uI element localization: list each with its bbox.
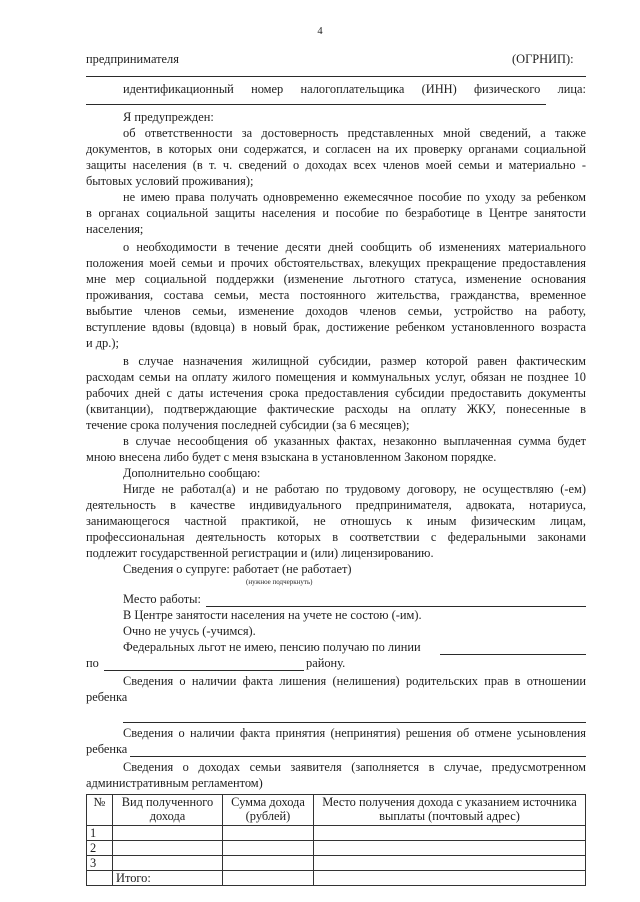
additional-heading: Дополнительно сообщаю: <box>123 466 261 480</box>
ogrnip-label: (ОГРНИП): <box>512 52 574 66</box>
row-number: 3 <box>87 856 113 871</box>
table-row <box>87 826 586 841</box>
entrepreneur-label: предпринимателя <box>86 52 179 66</box>
benefits-text: Федеральных льгот не имею, пенсию получаю по линии <box>123 640 421 654</box>
pension-line <box>440 654 586 655</box>
text-line: в органах социальной защиты населения и пособие по безработице в Центре занятости <box>86 206 586 220</box>
text-line: об ответственности за достоверность представленных мной сведений, а также <box>123 126 586 140</box>
text-line: профессиональная деятельность которых в соответствии с федеральными законами <box>86 530 586 544</box>
inn-label: идентификационный номер налогоплательщика (ИНН) физического лица: <box>123 82 586 96</box>
text-line: течение срока получения последней субсидии (за 6 месяцев); <box>86 418 410 432</box>
study-text: Очно не учусь (-учимся). <box>123 624 256 638</box>
text-line: в случае назначения жилищной субсидии, размер которой равен фактическим <box>123 354 586 368</box>
income-sum-cell[interactable] <box>223 841 314 856</box>
col-number-header: № <box>87 795 113 826</box>
inn-fill-line <box>86 104 546 105</box>
income-heading-cont: административным регламентом) <box>86 776 263 790</box>
total-label: Итого: <box>113 871 223 886</box>
text-line: подлежит государственной регистрации и (или) лицензированию. <box>86 546 434 560</box>
total-source-cell[interactable] <box>314 871 586 886</box>
district-label: району. <box>306 656 346 670</box>
text-line: о необходимости в течение десяти дней сообщить об изменениях материального <box>123 240 586 254</box>
text-line: бытовых условий проживания); <box>86 174 254 188</box>
work-place-line <box>206 606 586 607</box>
by-label: по <box>86 656 99 670</box>
income-type-cell[interactable] <box>113 841 223 856</box>
adoption-text: Сведения о наличии факта принятия (непринятия) решения об отмене усыновления <box>123 726 586 740</box>
adoption-line <box>130 756 586 757</box>
warning-heading: Я предупрежден: <box>123 110 214 124</box>
income-source-cell[interactable] <box>314 826 586 841</box>
district-line <box>104 670 304 671</box>
text-line: мною внесена либо будет с меня взыскана в установленном Законом порядке. <box>86 450 497 464</box>
income-type-cell[interactable] <box>113 826 223 841</box>
text-line: проживания, состава семьи, места постоянного жительства, гражданства, временное <box>86 288 586 302</box>
ogrnip-fill-line <box>86 76 586 77</box>
adoption-child: ребенка <box>86 742 128 756</box>
col-income-source-header: Место получения дохода с указанием источника выплаты (почтовый адрес) <box>314 795 586 826</box>
text-line: деятельность в качестве индивидуального предпринимателя, адвоката, нотариуса, <box>86 498 586 512</box>
text-line: мне мер социальной поддержки (изменение льготного статуса, изменение основания <box>86 272 586 286</box>
text-line: не имею права получать одновременно ежемесячное пособие по уходу за ребенком <box>123 190 586 204</box>
work-place-label: Место работы: <box>123 592 201 606</box>
col-income-type-header: Вид полученного дохода <box>113 795 223 826</box>
col-income-sum-header: Сумма дохода (рублей) <box>223 795 314 826</box>
total-empty-cell <box>87 871 113 886</box>
table-total-row <box>87 871 586 886</box>
text-line: расходам семьи на оплату жилого помещения и коммунальных услуг, обязан не позднее 10 <box>86 370 586 384</box>
text-line: выбытие членов семьи, изменение доходов членов семьи, устройство на работу, <box>86 304 586 318</box>
deprivation-text: Сведения о наличии факта лишения (нелишения) родительских прав в отношении <box>123 674 586 688</box>
employment-center-text: В Центре занятости населения на учете не состою (-им). <box>123 608 422 622</box>
income-heading: Сведения о доходах семьи заявителя (заполняется в случае, предусмотренном <box>123 760 586 774</box>
row-number: 2 <box>87 841 113 856</box>
text-line: документов, в которых они содержатся, и согласен на их проверку органами социальной <box>86 142 586 156</box>
text-line: в случае несообщения об указанных фактах, незаконно выплаченная сумма будет <box>123 434 586 448</box>
text-line: населения; <box>86 222 144 236</box>
income-source-cell[interactable] <box>314 841 586 856</box>
total-sum-cell[interactable] <box>223 871 314 886</box>
table-row <box>87 841 586 856</box>
income-source-cell[interactable] <box>314 856 586 871</box>
page-number: 4 <box>317 26 323 37</box>
underline-note: (нужное подчеркнуть) <box>246 578 313 586</box>
income-type-cell[interactable] <box>113 856 223 871</box>
text-line: защиты населения (в т. ч. сведений о доходах всех членов моей семьи и материально - <box>86 158 586 172</box>
text-line: Нигде не работал(а) и не работаю по трудовому договору, не осуществляю (-ем) <box>123 482 586 496</box>
income-table <box>86 794 586 886</box>
text-line: и др.); <box>86 336 119 350</box>
income-sum-cell[interactable] <box>223 856 314 871</box>
row-number: 1 <box>87 826 113 841</box>
income-sum-cell[interactable] <box>223 826 314 841</box>
spouse-info: Сведения о супруге: работает (не работает) <box>123 562 352 576</box>
text-line: рабочих дней с даты истечения срока предоставления субсидии предоставить документы <box>86 386 586 400</box>
text-line: вступление вдовы (вдовца) в новый брак, достижение ребенком установленного возраста <box>86 320 586 334</box>
table-header-row <box>87 795 586 826</box>
table-row <box>87 856 586 871</box>
deprivation-child: ребенка <box>86 690 128 704</box>
text-line: положения моей семьи и прочих обстоятельствах, влекущих прекращение предоставления <box>86 256 586 270</box>
deprivation-line <box>123 722 586 723</box>
text-line: (квитанции), подтверждающие фактические расходы на оплату ЖКУ, понесенные в <box>86 402 586 416</box>
text-line: занимающегося частной практикой, не отношусь к иным физическим лицам, <box>86 514 586 528</box>
